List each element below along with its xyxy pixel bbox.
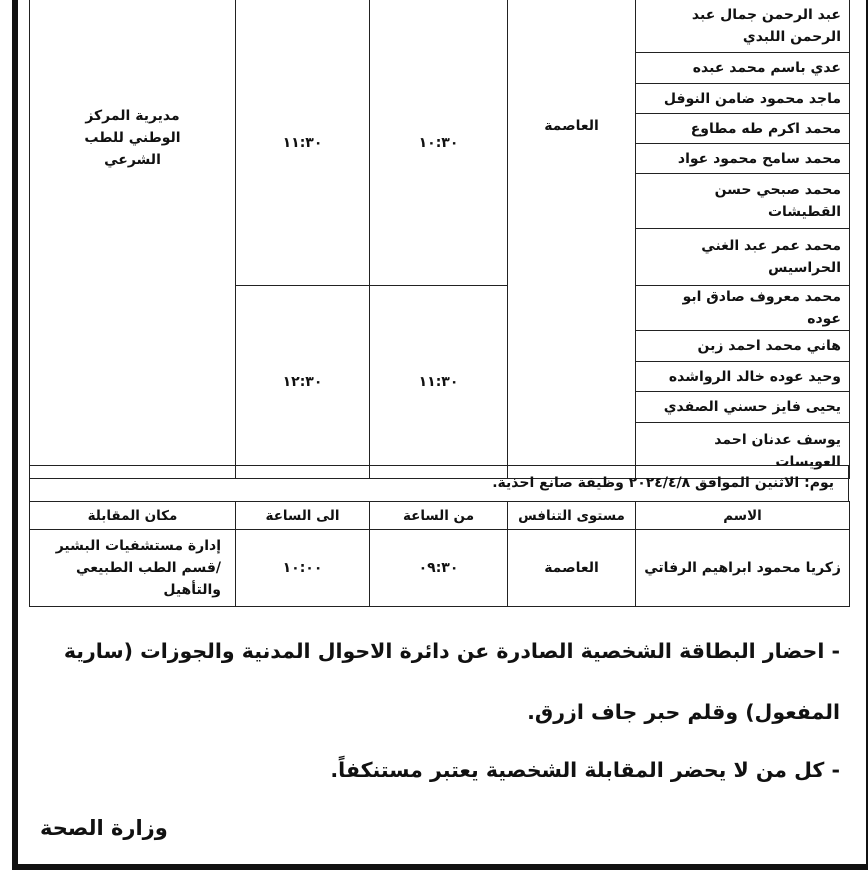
header-from: من الساعة (370, 502, 508, 530)
slot1-to: ١١:٣٠ (236, 0, 370, 286)
row-to: ١٠:٠٠ (236, 530, 370, 607)
table-row: محمد اكرم طه مطاوع (636, 114, 850, 144)
table-row: عبد الرحمن جمال عبد الرحمن اللبدي (636, 0, 850, 53)
row-name: زكريا محمود ابراهيم الرفاتي (636, 530, 850, 607)
schedule-table (29, 0, 850, 479)
header-place: مكان المقابلة (30, 502, 236, 530)
table-row: يوسف عدنان احمد العويسات (636, 423, 850, 479)
directorate: مديرية المركز الوطني للطب الشرعي (30, 0, 236, 479)
table-row: ماجد محمود ضامن النوفل (636, 84, 850, 114)
table-row: محمد سامح محمود عواد (636, 144, 850, 174)
header-level: مستوى التنافس (508, 502, 636, 530)
row-from: ٠٩:٣٠ (370, 530, 508, 607)
row-place: إدارة مستشفيات البشير /قسم الطب الطبيعي والتأهيل (30, 530, 236, 607)
table-row: محمد عمر عبد الغني الحراسيس (636, 229, 850, 286)
note-line-3: - كل من لا يحضر المقابلة الشخصية يعتبر مستنكفاً. (330, 758, 840, 782)
table-row: عدي باسم محمد عبده (636, 53, 850, 84)
note-line-1: - احضار البطاقة الشخصية الصادرة عن دائرة الاحوال المدنية والجوزات (سارية (63, 639, 840, 663)
ministry-signature: وزارة الصحة (40, 816, 168, 840)
slot1-from: ١٠:٣٠ (370, 0, 508, 286)
day-banner: يوم: الاثنين الموافق ٢٠٢٤/٤/٨ وظيفة صانع احذية. (29, 465, 849, 502)
table-row: وحيد عوده خالد الرواشده (636, 362, 850, 392)
table-row: يحيى فايز حسني الصفدي (636, 392, 850, 423)
competition-level: العاصمة (508, 0, 636, 479)
table-row: هاني محمد احمد زبن (636, 331, 850, 362)
header-name: الاسم (636, 502, 850, 530)
table-row: محمد صبحي حسن القطيشات (636, 174, 850, 229)
header-to: الى الساعة (236, 502, 370, 530)
note-line-2: المفعول) وقلم حبر جاف ازرق. (527, 700, 840, 724)
table-row: محمد معروف صادق ابو عوده (636, 286, 850, 331)
slot2-from: ١١:٣٠ (370, 286, 508, 479)
slot2-to: ١٢:٣٠ (236, 286, 370, 479)
row-level: العاصمة (508, 530, 636, 607)
second-table (29, 501, 850, 607)
